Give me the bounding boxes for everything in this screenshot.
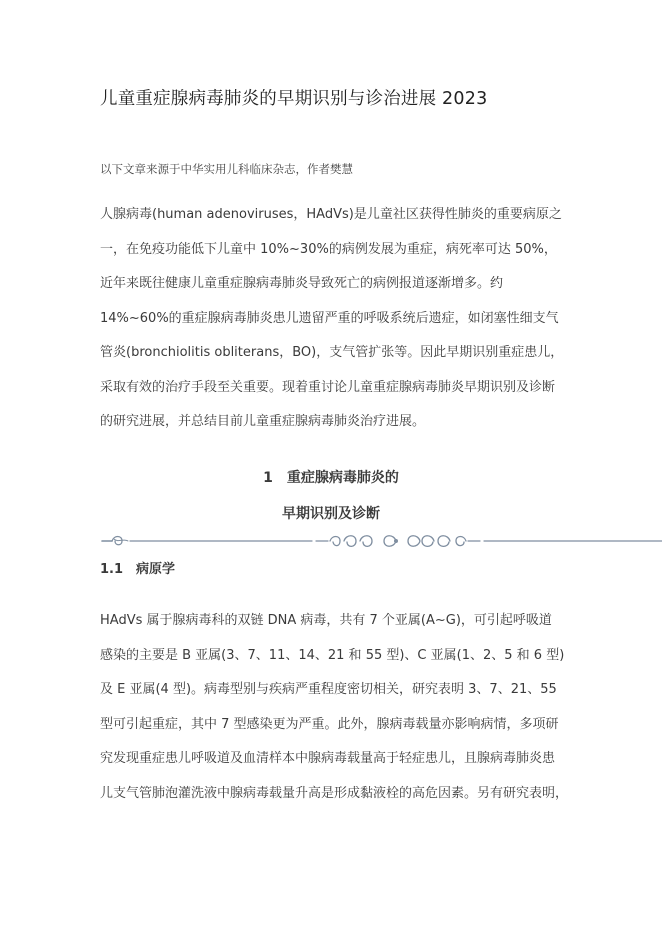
paragraph-line: 型可引起重症，其中 7 型感染更为严重。此外，腺病毒载量亦影响病情，多项研 (100, 716, 559, 732)
paragraph-line: 感染的主要是 B 亚属(3、7、11、14、21 和 55 型)、C 亚属(1、2、5 和 6 型) (100, 647, 565, 663)
paragraph-line: 究发现重症患儿呼吸道及血清样本中腺病毒载量高于轻症患儿，且腺病毒肺炎患 (100, 751, 556, 766)
paragraph-line: HAdVs 属于腺病毒科的双链 DNA 病毒，共有 7 个亚属(A~G)，可引起呼吸道 (100, 613, 552, 628)
ornamental-divider (100, 530, 662, 552)
page-title: 儿童重症腺病毒肺炎的早期识别与诊治进展 2023 (100, 89, 488, 109)
paragraph-line: 人腺病毒(human adenoviruses，HAdVs)是儿童社区获得性肺炎的重要病原之 (100, 207, 562, 222)
paragraph-line: 的研究进展，并总结目前儿童重症腺病毒肺炎治疗进展。 (100, 414, 426, 429)
subsection-heading: 1.1 病原学 (100, 562, 176, 577)
paragraph-line: 一，在免疫功能低下儿童中 10%~30%的病例发展为重症，病死率可达 50%， (100, 241, 557, 257)
intro-paragraph (100, 198, 570, 440)
section-heading-line-2: 早期识别及诊断 (282, 506, 380, 522)
article-source-line: 以下文章来源于中华实用儿科临床杂志，作者樊慧 (100, 162, 353, 176)
section-heading-line-1: 1 重症腺病毒肺炎的 (263, 470, 399, 486)
paragraph-line: 及 E 亚属(4 型)。病毒型别与疾病严重程度密切相关，研究表明 3、7、21、55 (100, 682, 557, 697)
paragraph-line: 近年来既往健康儿童重症腺病毒肺炎导致死亡的病例报道逐渐增多。约 (100, 276, 504, 291)
paragraph-line: 采取有效的治疗手段至关重要。现着重讨论儿童重症腺病毒肺炎早期识别及诊断 (100, 379, 556, 395)
paragraph-line: 管炎(bronchiolitis obliterans，BO)，支气管扩张等。因此早期识别重症患儿， (100, 345, 564, 360)
paragraph-line: 14%~60%的重症腺病毒肺炎患儿遗留严重的呼吸系统后遗症，如闭塞性细支气 (100, 310, 559, 326)
body-paragraph (100, 604, 570, 811)
paragraph-line: 儿支气管肺泡灌洗液中腺病毒载量升高是形成黏液栓的高危因素。另有研究表明， (100, 785, 569, 801)
